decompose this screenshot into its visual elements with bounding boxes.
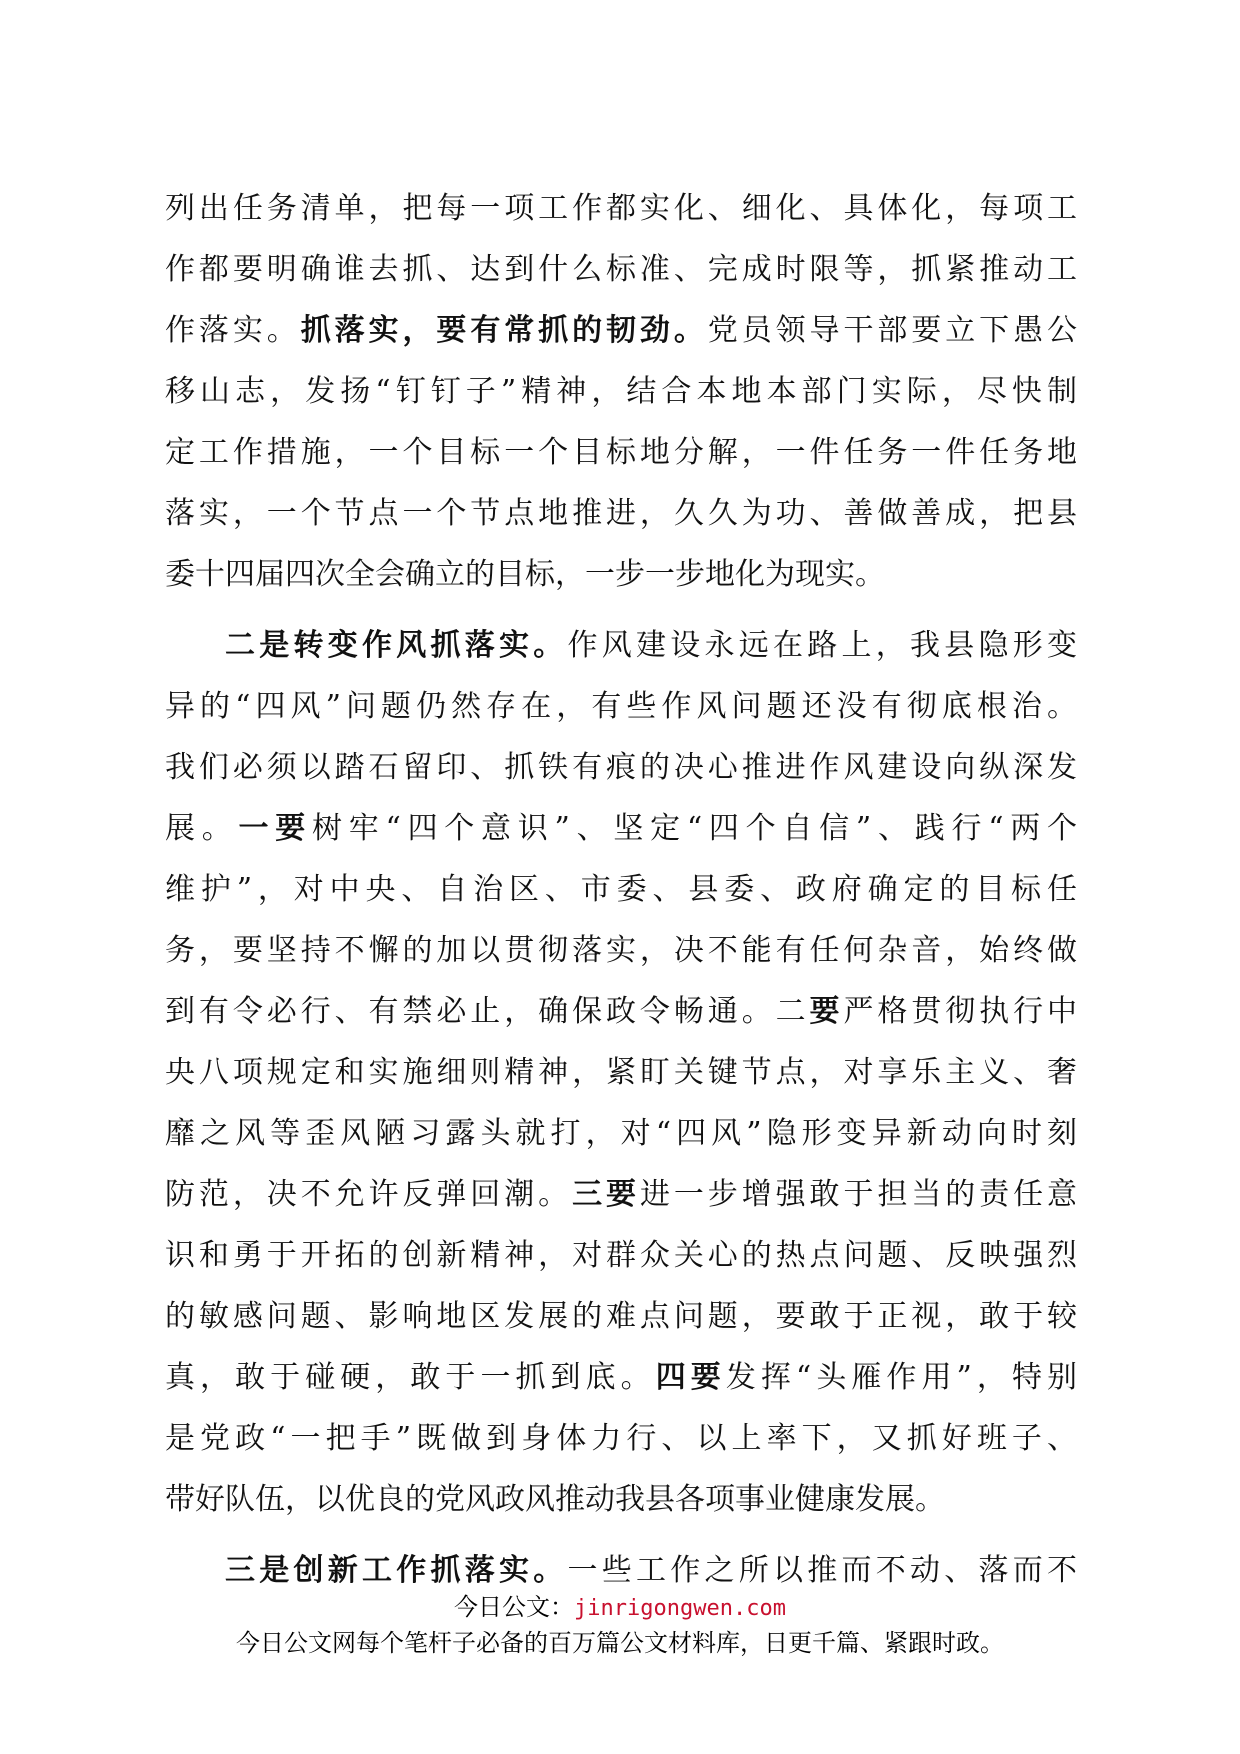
text-segment: 务，要坚持不懈的加以贯彻落实，决不能有任何杂音，始终做 [165,933,1077,968]
bold-text-segment: 要 [809,994,844,1029]
text-segment: 真，敢于碰硬，敢于一抓到底。 [165,1360,656,1395]
text-segment: 央八项规定和实施细则精神，紧盯关键节点，对享乐主义、奢 [165,1055,1077,1090]
text-segment: 靡之风等歪风陋习露头就打，对“四风”隐形变异新动向时刻 [165,1116,1077,1151]
text-line [165,920,1077,981]
text-line [165,981,1077,1042]
text-segment: 我们必须以踏石留印、抓铁有痕的决心推进作风建设向纵深发 [165,750,1077,785]
text-segment: 严格贯彻执行中 [843,994,1078,1029]
bold-text-segment: 三是创新工作抓落实。 [225,1553,568,1588]
text-segment: 是党政“一把手”既做到身体力行、以上率下，又抓好班子、 [165,1421,1077,1456]
text-segment: 发挥“头雁作用”，特别 [725,1360,1078,1395]
text-line [165,1103,1077,1164]
text-segment: 防范，决不允许反弹回潮。 [165,1177,573,1212]
text-line [165,1408,1077,1469]
text-line [165,798,1077,859]
text-segment: 维护”，对中央、自治区、市委、县委、政府确定的目标任 [165,872,1077,907]
bold-text-segment: 一要 [238,811,312,846]
footer-source-line [0,1592,1240,1624]
text-line [165,544,1077,605]
text-line [165,239,1077,300]
text-segment: 的敏感问题、影响地区发展的难点问题，要敢于正视，敢于较 [165,1299,1077,1334]
text-segment: 党员领导干部要立下愚公 [707,313,1078,348]
footer-domain-link[interactable]: jinrigongwen.com [574,1596,786,1621]
paragraph [165,178,1077,605]
text-segment: 识和勇于开拓的创新精神，对群众关心的热点问题、反映强烈 [165,1238,1077,1273]
text-line [165,1347,1077,1408]
text-segment: 树牢“四个意识”、坚定“四个自信”、践行“两个 [312,811,1078,846]
text-segment: 落实，一个节点一个节点地推进，久久为功、善做善成，把县 [165,496,1077,531]
text-line [165,1164,1077,1225]
text-line [165,1225,1077,1286]
text-line [165,483,1077,544]
paragraph-gap [165,605,1077,615]
text-segment: 作落实。 [165,313,301,348]
document-body [165,178,1077,1601]
text-segment: 异的“四风”问题仍然存在，有些作风问题还没有彻底根治。 [165,689,1077,724]
text-segment: 移山志，发扬“钉钉子”精神，结合本地本部门实际，尽快制 [165,374,1077,409]
paragraph-gap [165,1530,1077,1540]
text-segment: 作风建设永远在路上，我县隐形变 [567,628,1077,663]
text-segment: 一些工作之所以推而不动、落而不 [567,1553,1077,1588]
text-segment: 到有令必行、有禁必止，确保政令畅通。二 [165,994,810,1029]
text-line [165,1042,1077,1103]
text-line [165,1286,1077,1347]
bold-text-segment: 三要 [572,1177,640,1212]
text-segment: 作都要明确谁去抓、达到什么标准、完成时限等，抓紧推动工 [165,252,1077,287]
text-line [165,422,1077,483]
text-segment: 带好队伍，以优良的党风政风推动我县各项事业健康发展。 [165,1482,945,1517]
footer-slogan: 今日公文网每个笔杆子必备的百万篇公文材料库，日更千篇、紧跟时政。 [236,1629,1004,1657]
text-segment: 进一步增强敢于担当的责任意 [639,1177,1078,1212]
bold-text-segment: 四要 [655,1360,726,1395]
text-segment: 委十四届四次全会确立的目标，一步一步地化为现实。 [165,557,885,592]
text-segment: 定工作措施，一个目标一个目标地分解，一件任务一件任务地 [165,435,1077,470]
text-line [165,1469,1077,1530]
text-line [165,178,1077,239]
text-line [165,737,1077,798]
footer-source-label: 今日公文： [454,1593,575,1621]
bold-text-segment: 抓落实，要有常抓的韧劲。 [300,313,708,348]
text-line [165,676,1077,737]
text-line [165,300,1077,361]
text-segment: 展。 [165,811,239,846]
text-segment: 列出任务清单，把每一项工作都实化、细化、具体化，每项工 [165,191,1077,226]
paragraph [165,615,1077,1530]
bold-text-segment: 二是转变作风抓落实。 [225,628,568,663]
text-line [165,615,1077,676]
text-line [165,859,1077,920]
text-line [165,361,1077,422]
